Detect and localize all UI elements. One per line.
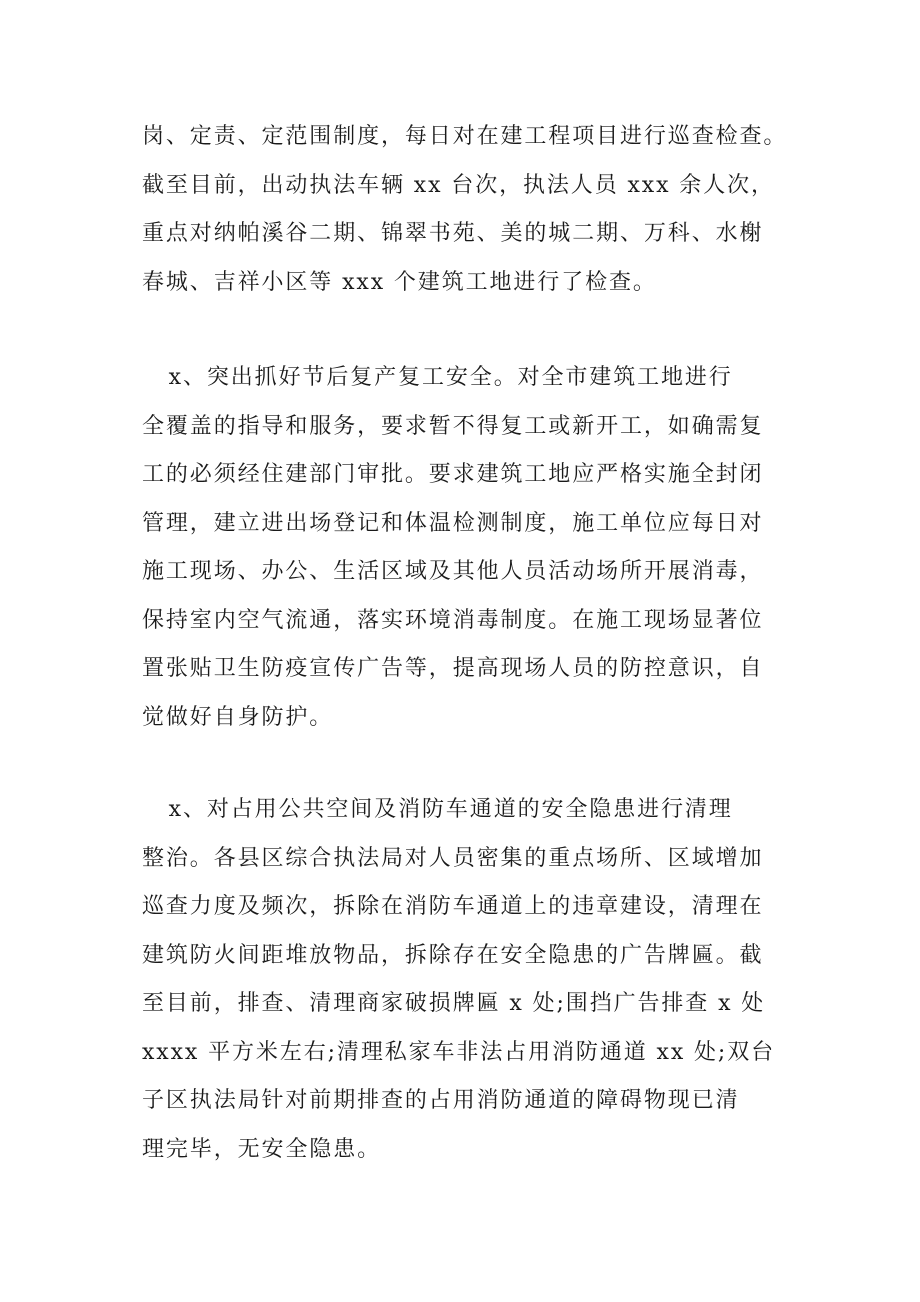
text-line: xxxx 平方米左右;清理私家车非法占用消防通道 xx 处;双台	[142, 1039, 776, 1065]
paragraph-inspection-summary	[142, 113, 792, 307]
paragraph-fire-lane-cleanup	[142, 786, 792, 1174]
text-line: 置张贴卫生防疫宣传广告等，提高现场人员的防控意识，自	[142, 656, 764, 681]
text-line: 至目前，排查、清理商家破损牌匾 x 处;围挡广告排查 x 处	[142, 991, 766, 1016]
text-line: 工的必须经住建部门审批。要求建筑工地应严格实施全封闭	[142, 462, 764, 487]
text-line: 觉做好自身防护。	[142, 704, 334, 730]
text-line: 巡查力度及频次，拆除在消防车通道上的违章建设，清理在	[142, 894, 764, 919]
text-line: 理完毕，无安全隐患。	[142, 1136, 382, 1162]
text-line: 子区执法局针对前期排查的占用消防通道的障碍物现已清	[142, 1088, 740, 1113]
text-line: 整治。各县区综合执法局对人员密集的重点场所、区域增加	[142, 845, 764, 871]
text-line: 施工现场、办公、生活区域及其他人员活动场所开展消毒，	[142, 559, 764, 584]
text-line: x、对占用公共空间及消防车通道的安全隐患进行清理	[142, 797, 733, 822]
text-line: 岗、定责、定范围制度，每日对在建工程项目进行巡查检查。	[142, 124, 788, 149]
text-line: 春城、吉祥小区等 xxx 个建筑工地进行了检查。	[142, 269, 657, 295]
text-line: 建筑防火间距堆放物品，拆除存在安全隐患的广告牌匾。截	[142, 942, 764, 968]
text-line: 保持室内空气流通，落实环境消毒制度。在施工现场显著位	[142, 607, 764, 633]
text-line: x、突出抓好节后复产复工安全。对全市建筑工地进行	[142, 365, 733, 390]
text-line: 截至目前，出动执法车辆 xx 台次，执法人员 xxx 余人次，	[142, 172, 775, 198]
text-line: 重点对纳帕溪谷二期、锦翠书苑、美的城二期、万科、水榭	[142, 221, 764, 246]
text-line: 全覆盖的指导和服务，要求暂不得复工或新开工，如确需复	[142, 413, 764, 439]
paragraph-resumption-safety	[142, 354, 792, 742]
text-line: 管理，建立进出场登记和体温检测制度，施工单位应每日对	[142, 510, 764, 536]
